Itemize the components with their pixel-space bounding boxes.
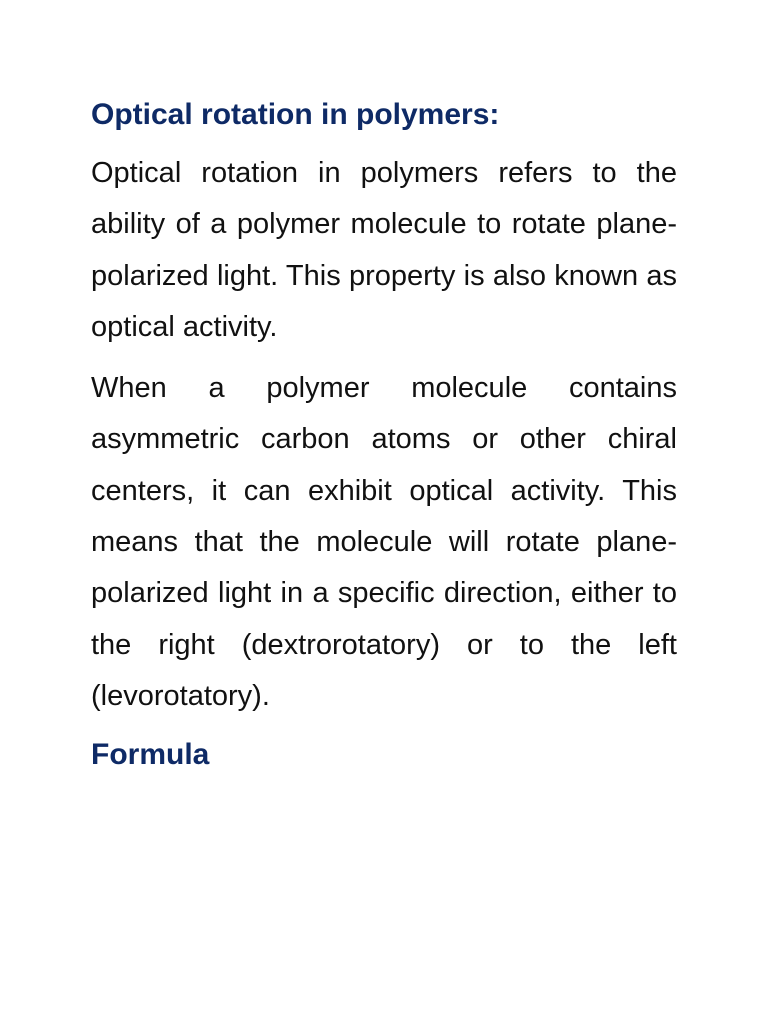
- paragraph-definition: Optical rotation in polymers refers to the ability of a polymer molecule to rotate plane-polarized light. This property is also known as optical activity.: [91, 157, 677, 343]
- section-heading-formula: Formula: [91, 738, 210, 772]
- section-heading-optical-rotation: Optical rotation in polymers:: [91, 98, 500, 131]
- document-page: [91, 92, 677, 778]
- paragraph-chiral-centers: When a polymer molecule contains asymmetric carbon atoms or other chiral centers, it can exhibit optical activity. This means that the molecule will rotate plane-polarized light in a specific direction, either to the right (dextrorotatory) or to the left (levorotatory).: [91, 372, 677, 712]
